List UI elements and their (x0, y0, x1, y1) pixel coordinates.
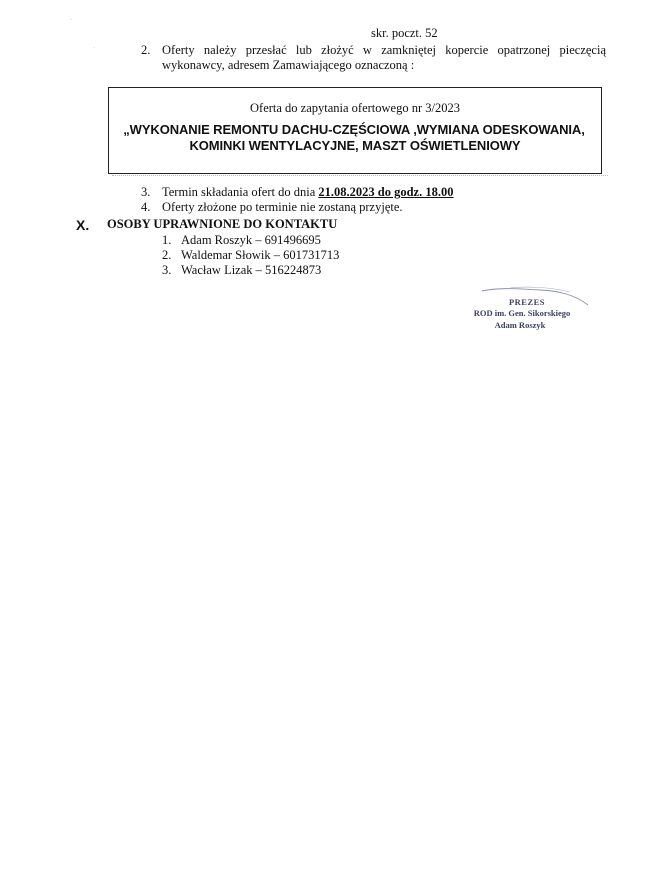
item-2-line-2: wykonawcy, adresem Zamawiającego oznaczoną : (162, 58, 415, 72)
stamp-line-1: PREZES (508, 297, 546, 307)
contact-number: 3. (162, 263, 172, 277)
contact-entry: Adam Roszyk – 691496695 (181, 233, 321, 247)
item-3-prefix: Termin składania ofert do dnia (162, 185, 319, 199)
stamp-line-3: Adam Roszyk (494, 320, 546, 330)
item-4-text: Oferty złożone po terminie nie zostaną przyjęte. (162, 200, 403, 214)
envelope-title-line-2: KOMINKI WENTYLACYJNE, MASZT OŚWIETLENIOWY (189, 138, 521, 153)
stamp-line-2: ROD im. Gen. Sikorskiego (473, 308, 571, 318)
item-3-text (162, 185, 453, 200)
deadline-date: 21.08.2023 do godz. 18.00 (318, 185, 454, 199)
item-4-number: 4. (141, 200, 151, 214)
item-3-number: 3. (141, 185, 151, 199)
contact-entry: Wacław Lizak – 516224873 (181, 263, 322, 277)
envelope-label-box (108, 87, 602, 174)
postal-box-line: skr. poczt. 52 (371, 26, 438, 40)
item-2-number: 2. (141, 43, 151, 57)
contact-number: 2. (162, 248, 172, 262)
section-heading: OSOBY UPRAWNIONE DO KONTAKTU (107, 217, 338, 231)
envelope-title-line-1: „WYKONANIE REMONTU DACHU-CZĘŚCIOWA ,WYMIANA ODESKOWANIA, (123, 122, 585, 137)
scan-shadow (112, 175, 608, 184)
scan-speck: · (93, 44, 96, 52)
item-2-line-1: Oferty należy przesłać lub złożyć w zamkniętej kopercie opatrzonej pieczęcią (162, 43, 606, 57)
section-numeral: X. (76, 217, 90, 233)
contact-number: 1. (162, 233, 172, 247)
offer-reference: Oferta do zapytania ofertowego nr 3/2023 (250, 101, 460, 115)
contact-entry: Waldemar Słowik – 601731713 (181, 248, 340, 262)
scan-speck: · (70, 16, 73, 24)
